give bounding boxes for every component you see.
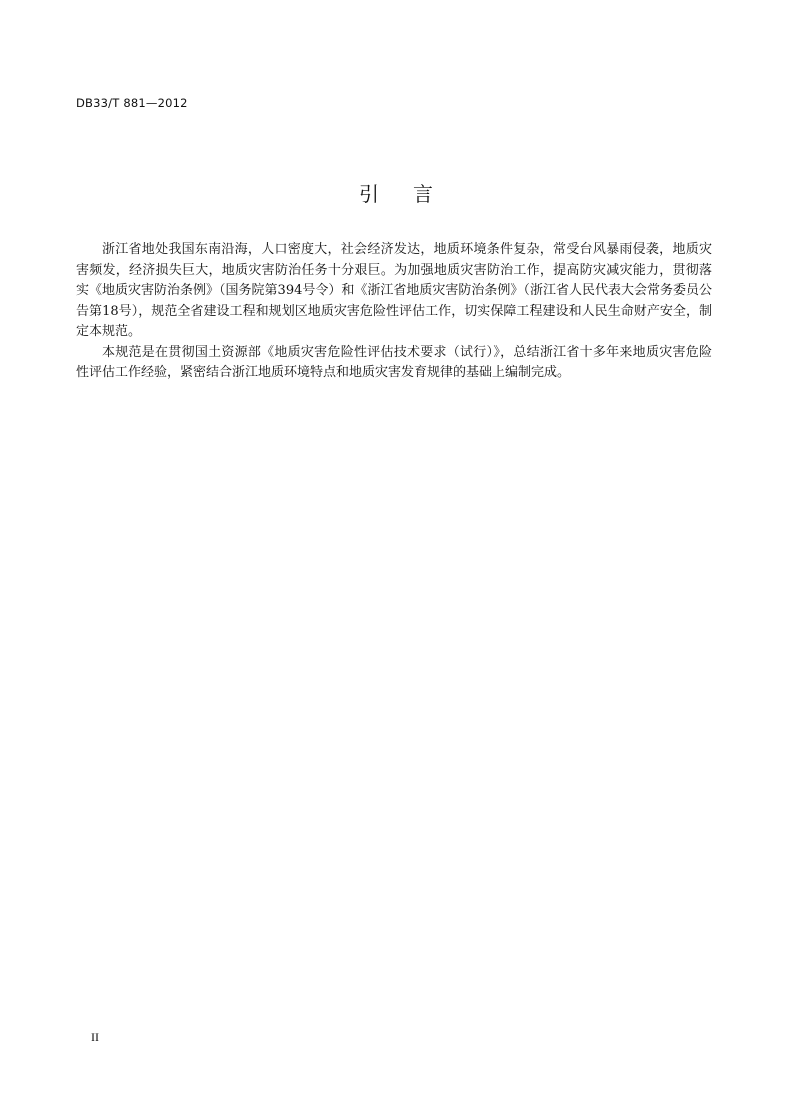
page-number: II [91,1030,99,1044]
page-title: 引言 [359,182,467,206]
body-text [76,240,712,384]
paragraph-1: 浙江省地处我国东南沿海，人口密度大，社会经济发达，地质环境条件复杂，常受台风暴雨侵袭，地质灾害频发，经济损失巨大，地质灾害防治任务十分艰巨。为加强地质灾害防治工作，提高防灾减灾能力，贯彻落实《地质灾害防治条例》（国务院第394号令）和《浙江省地质灾害防治条例》（浙江省人民代表大会常务委员公告第18号），规范全省建设工程和规划区地质灾害危险性评估工作，切实保障工程建设和人民生命财产安全，制定本规范。 [76,242,712,339]
paragraph-2: 本规范是在贯彻国土资源部《地质灾害危险性评估技术要求（试行）》，总结浙江省十多年来地质灾害危险性评估工作经验，紧密结合浙江地质环境特点和地质灾害发育规律的基础上编制完成。 [76,344,712,380]
standard-number: DB33/T 881—2012 [76,96,188,110]
